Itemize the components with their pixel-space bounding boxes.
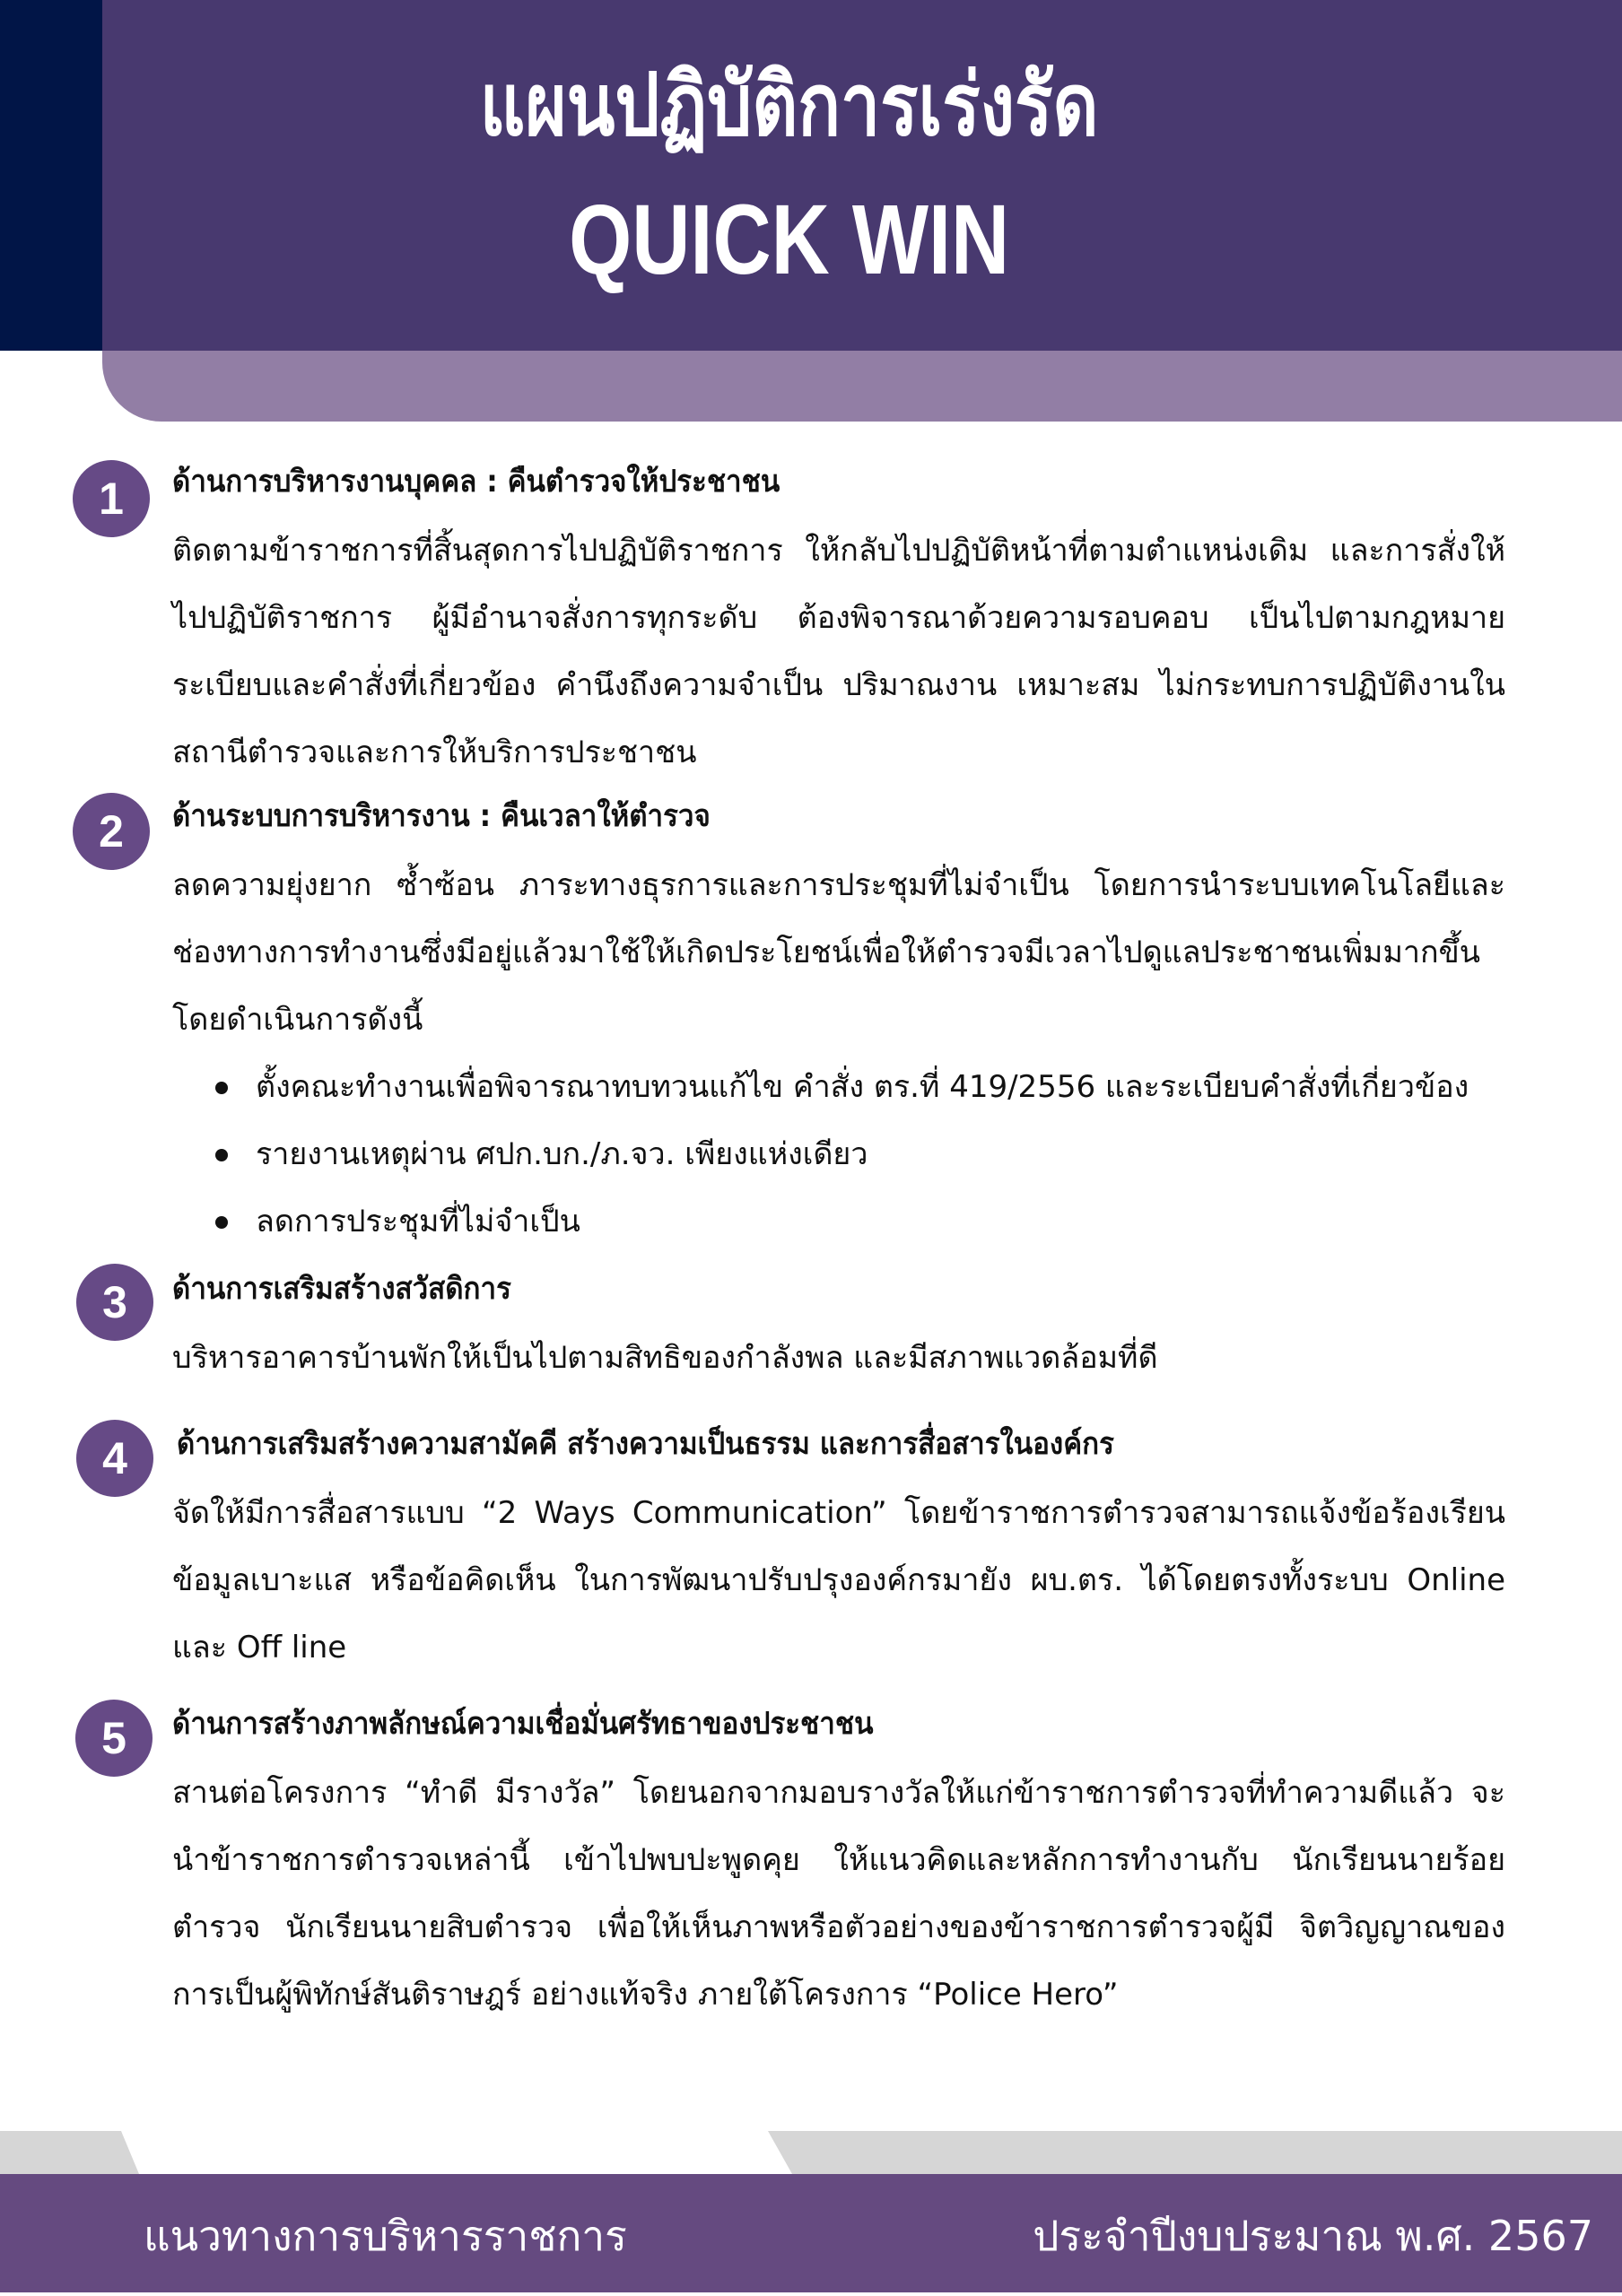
bullet-dot-icon	[215, 1082, 228, 1094]
section-body-text: สานต่อโครงการ “ทำดี มีรางวัล” โดยนอกจากมอบรางวัลให้แก่ข้าราชการตำรวจที่ทำความดีแล้ว จะนำข้าราชการตำรวจเหล่านี้ เข้าไปพบปะพูดคุย ให้แนวคิดและหลักการทำงานกับ นักเรียนนายร้อยตำรวจ นักเรียนนายสิบตำรวจ เพื่อให้เห็นภาพหรือตัวอย่างของข้าราชการตำรวจผู้มี จิตวิญญาณของการเป็นผู้พิทักษ์สันติราษฎร์ อย่างแท้จริง ภายใต้โครงการ “Police Hero”	[172, 1775, 1505, 2013]
header-sub-band	[102, 351, 1622, 422]
bullet-dot-icon	[215, 1216, 228, 1229]
section-heading: ด้านการบริหารงานบุคคล : คืนตำรวจให้ประชาชน	[172, 464, 780, 500]
number-badge: 5	[75, 1700, 153, 1777]
bullet-dot-icon	[215, 1149, 228, 1161]
footer-right-label: ประจำปีงบประมาณ พ.ศ. 2567	[1033, 2212, 1593, 2260]
bullet-item	[215, 1121, 1469, 1188]
bullet-item	[215, 1188, 1469, 1256]
section-body-text: ลดความยุ่งยาก ซ้ำซ้อน ภาระทางธุรการและการประชุมที่ไม่จำเป็น โดยการนำระบบเทคโนโลยีและช่องทางการทำงานซึ่งมีอยู่แล้วมาใช้ให้เกิดประโยชน์เพื่อให้ตำรวจมีเวลาไปดูแลประชาชนเพิ่มมากขึ้น โดยดำเนินการดังนี้	[172, 867, 1505, 1038]
bullet-item	[215, 1054, 1469, 1121]
page-title-thai: แผนปฏิบัติการเร่งรัด	[479, 57, 1099, 153]
section-body	[172, 1760, 1505, 2029]
page-title-english: QUICK WIN	[569, 185, 1010, 295]
section-body-text: บริหารอาคารบ้านพักให้เป็นไปตามสิทธิของกำลังพล และมีสภาพแวดล้อมที่ดี	[172, 1340, 1158, 1376]
section-body	[172, 1480, 1505, 1682]
section-heading: ด้านการเสริมสร้างสวัสดิการ	[172, 1271, 511, 1307]
section-heading: ด้านการสร้างภาพลักษณ์ความเชื่อมั่นศรัทธาของประชาชน	[172, 1706, 874, 1742]
section-body-text: ติดตามข้าราชการที่สิ้นสุดการไปปฏิบัติราชการ ให้กลับไปปฏิบัติหน้าที่ตามตำแหน่งเดิม และการสั่งให้ไปปฏิบัติราชการ ผู้มีอำนาจสั่งการทุกระดับ ต้องพิจารณาด้วยความรอบคอบ เป็นไปตามกฎหมาย ระเบียบและคำสั่งที่เกี่ยวข้อง คำนึงถึงความจำเป็น ปริมาณงาน เหมาะสม ไม่กระทบการปฏิบัติงานในสถานีตำรวจและการให้บริการประชาชน	[172, 533, 1505, 770]
number-badge: 4	[76, 1420, 153, 1497]
section-heading: ด้านการเสริมสร้างความสามัคคี สร้างความเป็นธรรม และการสื่อสารในองค์กร	[177, 1426, 1114, 1462]
section-body-text: จัดให้มีการสื่อสารแบบ “2 Ways Communication” โดยข้าราชการตำรวจสามารถแจ้งข้อร้องเรียน ข้อมูลเบาะแส หรือข้อคิดเห็น ในการพัฒนาปรับปรุงองค์กรมายัง ผบ.ตร. ได้โดยตรงทั้งระบบ Online และ Off line	[172, 1495, 1505, 1665]
number-badge: 1	[73, 460, 150, 537]
number-badge: 2	[73, 793, 150, 870]
footer-left-label: แนวทางการบริหารราชการ	[144, 2212, 627, 2260]
navy-accent-strip	[0, 0, 102, 351]
section-body	[172, 1325, 1505, 1392]
number-badge: 3	[76, 1264, 153, 1341]
section-body	[172, 517, 1505, 787]
bullet-text: ลดการประชุมที่ไม่จำเป็น	[256, 1204, 580, 1239]
footer-white-slant	[121, 2131, 792, 2174]
action-bullet-list	[215, 1054, 1469, 1256]
bullet-text: ตั้งคณะทำงานเพื่อพิจารณาทบทวนแก้ไข คำสั่ง ตร.ที่ 419/2556 และระเบียบคำสั่งที่เกี่ยวข้อง	[256, 1069, 1469, 1105]
bullet-text: รายงานเหตุผ่าน ศปก.บก./ภ.จว. เพียงแห่งเดียว	[256, 1136, 868, 1172]
section-body	[172, 852, 1505, 1054]
section-heading: ด้านระบบการบริหารงาน : คืนเวลาให้ตำรวจ	[172, 798, 711, 834]
